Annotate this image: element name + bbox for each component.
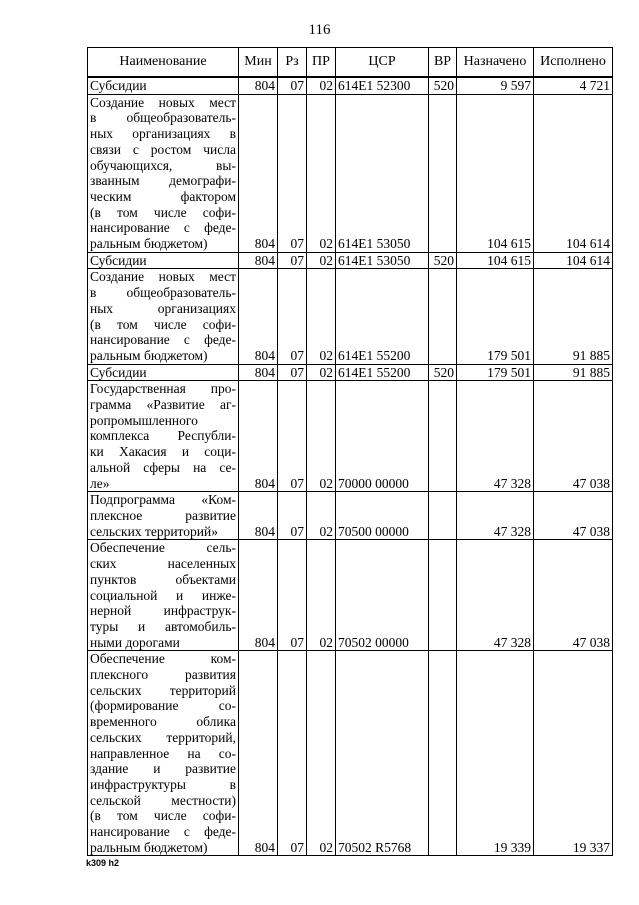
row-name-line: (в том числе софи- [90,316,236,332]
table-row [88,540,613,651]
row-name-line: Подпрограмма «Ком- [90,492,236,508]
row-min-cell: 804 [239,269,278,364]
row-min-cell: 804 [239,540,278,651]
row-name-cell [88,540,239,651]
row-rz-cell: 07 [278,540,307,651]
row-name-cell [88,381,239,492]
row-executed-cell: 91 885 [534,269,613,364]
row-name-line: ральным бюджетом) [90,236,208,252]
row-rz-cell: 07 [278,492,307,540]
row-csr-cell: 614E1 55200 [336,364,429,381]
row-name-line: в общеобразователь- [90,110,236,126]
col-name-header: Наименование [88,48,239,78]
row-csr-cell: 70502 00000 [336,540,429,651]
row-name-line: ских населенных [90,556,236,572]
row-assigned-cell: 104 615 [457,252,534,269]
col-rz-header: Рз [278,48,307,78]
row-name-line: связи с ростом числа [90,141,236,157]
row-executed-cell: 19 337 [534,651,613,856]
row-assigned-cell: 47 328 [457,492,534,540]
row-name-cell [88,94,239,252]
row-name-line: плексное развитие [90,507,236,523]
row-name-line: нансирование с феде- [90,332,236,348]
row-name-line: здание и развитие [90,761,236,777]
row-name-line: сельских территорий [90,682,236,698]
table-body [88,77,613,856]
row-assigned-cell: 9 597 [457,77,534,94]
row-csr-cell: 70500 00000 [336,492,429,540]
row-vr-cell: 520 [429,364,457,381]
row-executed-cell: 47 038 [534,381,613,492]
table-row [88,492,613,540]
row-name-line: званным демографи- [90,173,236,189]
col-pr-header: ПР [307,48,336,78]
table-header-row [88,48,613,78]
row-assigned-cell: 179 501 [457,364,534,381]
row-name-line: ных организациях в [90,126,236,142]
row-name-line: Создание новых мест [90,269,236,285]
row-name-cell [88,492,239,540]
row-assigned-cell: 19 339 [457,651,534,856]
row-pr-cell: 02 [307,94,336,252]
row-name-cell [88,77,239,94]
row-pr-cell: 02 [307,269,336,364]
row-assigned-cell: 47 328 [457,381,534,492]
col-assigned-header: Назначено [457,48,534,78]
row-name-line: нерной инфраструк- [90,603,236,619]
row-name-line: ки Хакасия и соци- [90,444,236,460]
table-row [88,381,613,492]
row-csr-cell: 614E1 52300 [336,77,429,94]
row-name-line: пунктов объектами [90,571,236,587]
row-name-line: Государственная про- [90,381,236,397]
row-executed-cell: 47 038 [534,540,613,651]
row-executed-cell: 4 721 [534,77,613,94]
row-name-line: Обеспечение ком- [90,651,236,667]
row-rz-cell: 07 [278,77,307,94]
row-vr-cell [429,94,457,252]
row-vr-cell [429,381,457,492]
row-vr-cell [429,651,457,856]
row-name-line: ропромышленного [90,412,198,428]
row-name-line: ральным бюджетом) [90,839,208,855]
row-name-line: сельских территорий, [90,729,236,745]
row-csr-cell: 70000 00000 [336,381,429,492]
row-name-line: ле» [90,475,110,491]
row-min-cell: 804 [239,651,278,856]
row-executed-cell: 104 614 [534,252,613,269]
row-vr-cell: 520 [429,77,457,94]
row-name-line: обучающихся, вы- [90,157,236,173]
budget-table [87,47,613,856]
row-name-line: ными дорогами [90,634,180,650]
row-name-line: плексного развития [90,667,236,683]
row-min-cell: 804 [239,381,278,492]
footer-code: k309 h2 [86,858,120,868]
table-row [88,94,613,252]
row-name-line: Создание новых мест [90,94,236,110]
row-min-cell: 804 [239,492,278,540]
table-row [88,77,613,94]
row-name-line: временного облика [90,714,236,730]
row-pr-cell: 02 [307,651,336,856]
col-min-header: Мин [239,48,278,78]
table-row [88,269,613,364]
row-pr-cell: 02 [307,252,336,269]
row-csr-cell: 614E1 53050 [336,252,429,269]
row-min-cell: 804 [239,252,278,269]
col-csr-header: ЦСР [336,48,429,78]
row-name-line: инфраструктуры в [90,776,236,792]
row-rz-cell: 07 [278,381,307,492]
row-executed-cell: 91 885 [534,364,613,381]
row-csr-cell: 614E1 53050 [336,94,429,252]
row-rz-cell: 07 [278,364,307,381]
row-name-cell [88,651,239,856]
row-min-cell: 804 [239,364,278,381]
col-vr-header: ВР [429,48,457,78]
row-name-line: сельской местности) [90,792,236,808]
row-assigned-cell: 47 328 [457,540,534,651]
row-min-cell: 804 [239,77,278,94]
row-name-line: ческим фактором [90,188,236,204]
row-name-cell [88,252,239,269]
row-rz-cell: 07 [278,269,307,364]
table-row [88,651,613,856]
row-min-cell: 804 [239,94,278,252]
row-name-line: направленное на со- [90,745,236,761]
row-name-line: комплекса Республи- [90,428,236,444]
row-pr-cell: 02 [307,492,336,540]
row-rz-cell: 07 [278,252,307,269]
row-name-line: грамма «Развитие аг- [90,397,236,413]
row-name-line: ральным бюджетом) [90,347,208,363]
row-csr-cell: 614E1 55200 [336,269,429,364]
page-number: 116 [308,22,331,38]
row-name-line: альной сферы на се- [90,459,236,475]
row-executed-cell: 104 614 [534,94,613,252]
row-vr-cell: 520 [429,252,457,269]
table-row [88,252,613,269]
row-name-line: Субсидии [90,364,147,380]
row-name-cell [88,364,239,381]
row-assigned-cell: 104 615 [457,94,534,252]
row-pr-cell: 02 [307,77,336,94]
row-rz-cell: 07 [278,651,307,856]
row-name-line: ных организациях [90,300,236,316]
row-name-line: (формирование со- [90,698,236,714]
row-name-line: сельских территорий» [90,523,218,539]
row-vr-cell [429,492,457,540]
row-name-line: (в том числе софи- [90,204,236,220]
row-name-line: социальной и инже- [90,587,236,603]
row-executed-cell: 47 038 [534,492,613,540]
row-pr-cell: 02 [307,381,336,492]
row-name-line: в общеобразователь- [90,285,236,301]
row-name-line: нансирование с феде- [90,824,236,840]
row-name-line: Обеспечение сель- [90,540,236,556]
row-name-line: (в том числе софи- [90,808,236,824]
table-row [88,364,613,381]
row-name-cell [88,269,239,364]
col-executed-header: Исполнено [534,48,613,78]
row-csr-cell: 70502 R5768 [336,651,429,856]
row-name-line: Субсидии [90,252,147,268]
row-name-line: Субсидии [90,78,147,93]
row-name-line: нансирование с феде- [90,220,236,236]
row-rz-cell: 07 [278,94,307,252]
row-vr-cell [429,540,457,651]
row-vr-cell [429,269,457,364]
row-assigned-cell: 179 501 [457,269,534,364]
row-pr-cell: 02 [307,540,336,651]
row-name-line: туры и автомобиль- [90,618,236,634]
row-pr-cell: 02 [307,364,336,381]
